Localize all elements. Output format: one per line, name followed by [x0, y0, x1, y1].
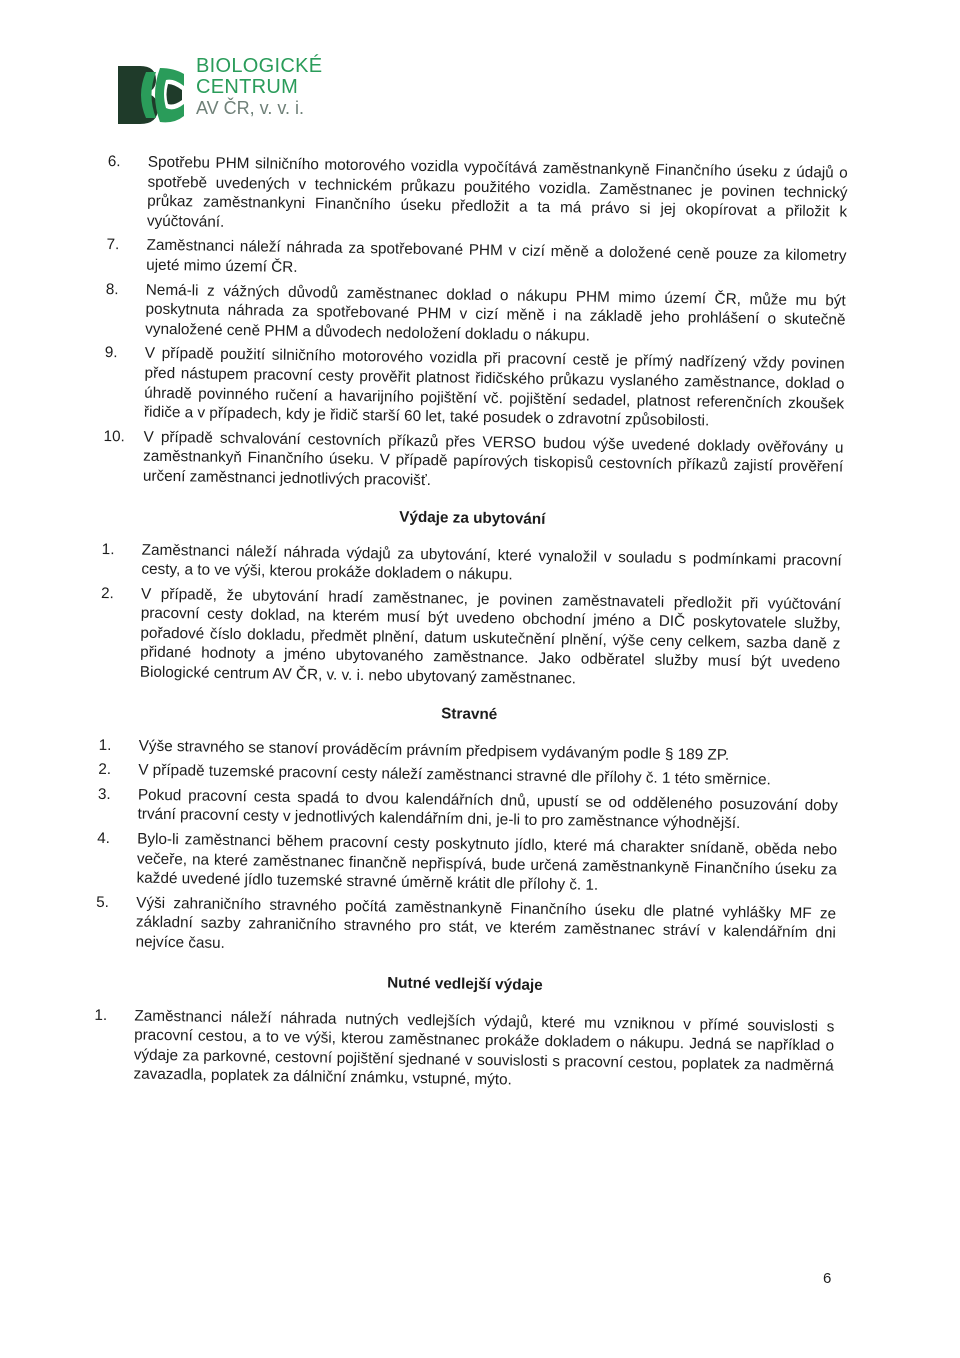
item-text: Výše stravného se stanoví prováděcím právním předpisem vydávaným podle § 189 ZP. [138, 737, 730, 764]
item-number: 1. [94, 1006, 108, 1024]
logo-mark-icon [116, 62, 188, 128]
list-item [100, 584, 841, 694]
vedlejsi-list [93, 1005, 834, 1095]
list-item [97, 785, 838, 836]
ubytovani-list [100, 539, 842, 693]
item-number: 1. [98, 736, 112, 754]
item-number: 7. [106, 236, 120, 254]
item-text: Nemá-li z vážných důvodů zaměstnanec doklad o nákupu PHM mimo území ČR, může mu být poskytnuta náhrada za spotřebované PHM v cizí měně i na základě jeho prohlášení o skutečně vynaložené ceně PHM a důvodech nedoložení dokladu o nákupu. [145, 281, 846, 345]
item-number: 6. [107, 152, 121, 171]
item-number: 9. [104, 344, 118, 362]
item-number: 2. [98, 761, 112, 779]
logo-line-biologicke: BIOLOGICKÉ [196, 55, 323, 77]
section-heading-ubytovani: Výdaje za ubytování [399, 508, 546, 528]
list-item [101, 539, 842, 590]
item-text: Zaměstnanci náleží náhrada výdajů za ubytování, které vynaložil v souladu s podmínkami pracovní cesty, a to ve výši, kterou prokáže dokladem o nákupu. [141, 541, 842, 584]
item-number: 8. [105, 280, 119, 298]
list-item [95, 893, 836, 963]
item-number: 3. [97, 785, 111, 803]
item-text: Bylo-li zaměstnanci během pracovní cesty poskytnuto jídlo, které má charakter snídaně, oběda nebo večeře, na které zaměstnanec finančně nepřispívá, bude určená zaměstnankyně Finančního úseku za každé uvedené jídlo tuzemské stravné úměrně krátit dle přílohy č. 1. [136, 830, 838, 895]
list-item [93, 1005, 834, 1095]
item-number: 1. [101, 540, 115, 558]
list-item [107, 152, 848, 242]
logo [116, 56, 346, 136]
item-text: Výši zahraničního stravného počítá zaměstnankyně Finančního úseku dle platné vyhlášky MF ze základní sazby zahraničního stravného pro stát, ve kterém zaměstnanec stráví v kalendářním dni nejvíce času. [135, 894, 837, 952]
item-number: 2. [100, 584, 114, 602]
list-item [103, 427, 844, 497]
section-heading-stravne: Stravné [441, 704, 498, 723]
item-number: 10. [103, 427, 125, 446]
logo-line-av-cr: AV ČR, v. v. i. [196, 98, 305, 118]
list-item [105, 280, 846, 350]
item-text: V případě schvalování cestovních příkazů přes VERSO budou výše uvedené doklady ověřovány u zaměstnankyň Finančního úseku. V případě papírových tiskopisů cestovních příkazů zajistí prověření určení zaměstnanci jednotlivých pracovišť. [142, 428, 844, 490]
item-text: Zaměstnanci náleží náhrada za spotřebované PHM v cizí měně a doložené ceně pouze za kilometry ujeté mimo území ČR. [146, 236, 847, 276]
logo-text [196, 56, 322, 118]
page-number: 6 [823, 1270, 832, 1287]
item-text: V případě, že ubytování hradí zaměstnanec, je povinen zaměstnavateli předložit při vyúčtování pracovní cesty doklad, na kterém musí být uvedeno obchodní jméno a DIČ poskytovatele služby, pořadové číslo dokladu, předmět plnění, datum uskutečnění plnění, výše ceny celkem, sazba daně z přidané hodnoty a jméno ubytovaného zaměstnance. Jako odběratel služby musí být uvedeno Biologické centrum AV ČR, v. v. i. nebo ubytovaný zaměstnanec. [139, 585, 842, 688]
item-text: Zaměstnanci náleží náhrada nutných vedlejších výdajů, které mu vzniknou v přímé souvislosti s pracovní cestou, a to ve výši, kterou zaměstnanec prokáže dokladem o nákupu. Jedná se například o výdaje za parkovné, cestovní pojištění sjednané v souvislosti s pracovní cestou, poplatek za nadměrná zavazadla, poplatek za dálniční známku, vstupné, mýto. [133, 1007, 835, 1089]
item-text: V případě použití silničního motorového vozidla při pracovní cestě je přímý nadřízený vždy povinen před nástupem pracovní cesty prověřit platnost řidičského průkazu vyslaného zaměstnance, doklad o úhradě povinného ručení a havarijního pojištění vč. pojištění sedadel, platnost referenčních zkoušek řidiče a v případech, kdy je řidič starší 60 let, také posudek o zdravotní způsobilosti. [143, 344, 845, 430]
document-body [93, 152, 848, 1100]
item-text: Spotřebu PHM silničního motorového vozidla vypočítává zaměstnankyně Finančního úseku z údajů o spotřebě uvedených v technickém průkazu použitého vozidla. Zaměstnanec je povinen technický průkaz zaměstnankyni Finančního úseku předložit a ta má právo si jej okopírovat a přiložit k vyúčtování. [146, 153, 848, 231]
logo-line-centrum: CENTRUM [196, 76, 299, 98]
item-number: 5. [96, 893, 110, 911]
list-item [96, 829, 837, 899]
item-text: V případě tuzemské pracovní cesty náleží zaměstnanci stravné dle přílohy č. 1 této směrnice. [138, 761, 771, 789]
item-text: Pokud pracovní cesta spadá to dvou kalendářních dnů, upustí se od odděleného posuzování doby trvání pracovní cesty v jednotlivých kalendářním dni, je-li to pro zaměstnance výhodnější. [137, 786, 838, 833]
stravne-list [95, 736, 838, 964]
item-number: 4. [97, 829, 111, 848]
list-item [106, 235, 847, 286]
list-item [104, 343, 845, 433]
phm-list [103, 152, 848, 497]
section-heading-vedlejsi: Nutné vedlejší výdaje [387, 974, 543, 994]
